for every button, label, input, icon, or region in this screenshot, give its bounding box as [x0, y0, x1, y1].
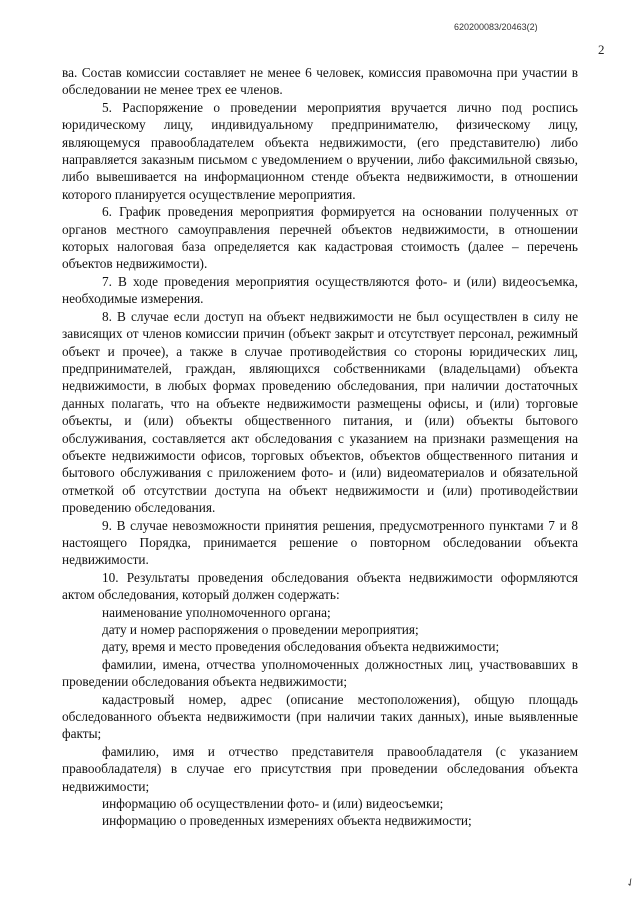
list-item: фамилии, имена, отчества уполномоченных должностных лиц, участвовавших в проведении обследования объекта недвижимости;: [62, 656, 578, 690]
document-id: 620200083/20463(2): [454, 22, 538, 32]
paragraph-7: 7. В ходе проведения мероприятия осуществляются фото- и (или) видеосъемка, необходимые измерения.: [62, 273, 578, 307]
list-item: фамилию, имя и отчество представителя правообладателя (с указанием правообладателя) в случае его присутствия при проведении обследования объекта недвижимости;: [62, 743, 578, 794]
list-item: информацию об осуществлении фото- и (или) видеосъемки;: [102, 796, 444, 812]
list-item: кадастровый номер, адрес (описание местоположения), общую площадь обследованного объекта недвижимости (при наличии таких данных), иные выявленные факты;: [62, 691, 578, 742]
paragraph-9: 9. В случае невозможности принятия решения, предусмотренного пунктами 7 и 8 настоящего Порядка, принимается решение о повторном обследовании объекта недвижимости.: [62, 517, 578, 568]
paragraph-continuation: ва. Состав комиссии составляет не менее 6 человек, комиссия правомочна при участии в обследовании не менее трех ее членов.: [62, 65, 578, 98]
paragraph-5: 5. Распоряжение о проведении мероприятия вручается лично под роспись юридическому лицу, индивидуальному предпринимателю, физическому лицу, являющемуся правообладателем объекта недвижимости, (его представителю) либо направляется заказным письмом с уведомлением о вручении, либо факсимильной связью, либо вывешивается на информационном стенде объекта недвижимости, в отношении которого планируется осуществление мероприятия.: [62, 99, 578, 202]
corner-check-mark: ✓: [623, 875, 638, 891]
document-body: [62, 64, 578, 830]
list-item: информацию о проведенных измерениях объекта недвижимости;: [102, 813, 472, 829]
list-item: наименование уполномоченного органа;: [102, 604, 331, 620]
paragraph-8: 8. В случае если доступ на объект недвижимости не был осуществлен в силу не зависящих от членов комиссии причин (объект закрыт и отсутствует персонал, режимный объект и прочее), а также в случае противодействия со стороны юридических лиц, предпринимателей, граждан, являющихся собственниками (владельцами) объекта недвижимости, в любых формах проведению обследования, при наличии достаточных данных полагать, что на объекте недвижимости размещены офисы, и (или) торговые объекты, и (или) объекты общественного питания, и (или) объекты бытового обслуживания, составляется акт обследования с указанием на признаки размещения на объекте недвижимости офисов, торговых объектов, объектов общественного питания и бытового обслуживания с приложением фото- и (или) видеоматериалов и обязательной отметкой об отсутствии доступа на объект недвижимости и (или) противодействии проведению обследования.: [62, 308, 578, 516]
list-item: дату и номер распоряжения о проведении мероприятия;: [102, 622, 419, 637]
paragraph-10: 10. Результаты проведения обследования объекта недвижимости оформляются актом обследования, который должен содержать:: [62, 569, 578, 603]
list-item: дату, время и место проведения обследования объекта недвижимости;: [102, 639, 500, 655]
page-number: 2: [598, 42, 605, 57]
paragraph-6: 6. График проведения мероприятия формируется на основании полученных от органов местного самоуправления перечней объектов недвижимости, в отношении которых налоговая база определяется как кадастровая стоимость (далее – перечень объектов недвижимости).: [62, 204, 578, 272]
